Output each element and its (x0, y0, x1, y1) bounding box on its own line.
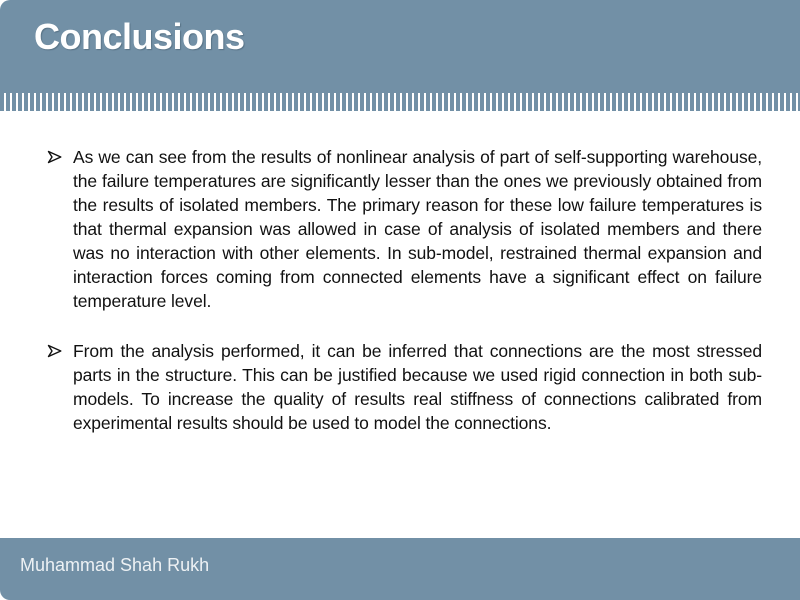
decorative-stripe-band (0, 93, 800, 111)
author-name: Muhammad Shah Rukh (20, 555, 210, 575)
page-title: Conclusions (34, 16, 245, 57)
list-item (47, 339, 762, 435)
bullet-paragraph: From the analysis performed, it can be inferred that connections are the most stressed parts in the structure. This can be justified because we used rigid connection in both sub-models. To increase the quality of results real stiffness of connections calibrated from experimental results should be used to model the connections. (73, 341, 762, 433)
bullet-paragraph: As we can see from the results of nonlinear analysis of part of self-supporting warehouse, the failure temperatures are significantly lesser than the ones we previously obtained from the results of isolated members. The primary reason for these low failure temperatures is that thermal expansion was allowed in case of analysis of isolated members and there was no interaction with other elements. In sub-model, restrained thermal expansion and interaction forces coming from connected elements have a significant effect on failure temperature level. (73, 147, 762, 311)
list-item (47, 145, 762, 313)
arrowhead-right-bullet-icon (47, 149, 63, 165)
arrowhead-right-bullet-icon (47, 343, 63, 359)
slide-header (0, 0, 800, 93)
slide-body (0, 111, 800, 435)
slide-footer (0, 538, 800, 600)
